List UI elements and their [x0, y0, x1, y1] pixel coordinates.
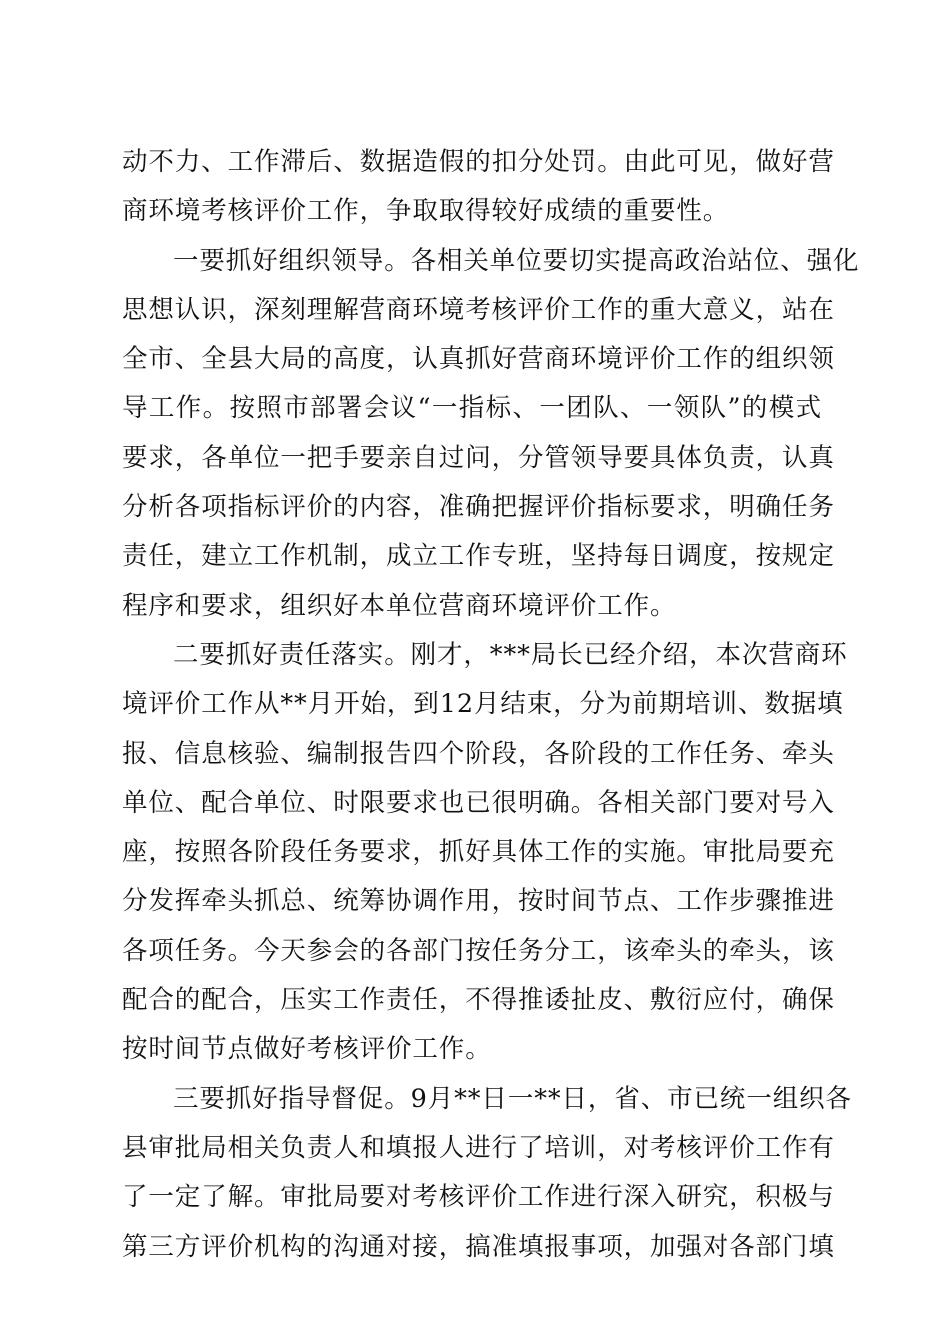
paragraph-4 — [122, 1075, 852, 1272]
text-line: 按时间节点做好考核评价工作。 — [122, 1034, 492, 1065]
document-body — [122, 138, 860, 1272]
text-line: 要求，各单位一把手要亲自过问，分管领导要具体负责，认真 — [122, 442, 835, 473]
text-line: 单位、配合单位、时限要求也已很明确。各相关部门要对号入 — [122, 787, 835, 818]
text-line: 了一定了解。审批局要对考核评价工作进行深入研究，积极与 — [122, 1182, 835, 1213]
text-line: 动不力、工作滞后、数据造假的扣分处罚。由此可见，做好营 — [122, 147, 835, 177]
text-line: 第三方评价机构的沟通对接，搞准填报事项，加强对各部门填 — [122, 1231, 835, 1262]
text-line: 全市、全县大局的高度，认真抓好营商环境评价工作的组织领 — [122, 344, 835, 375]
text-line: 导工作。按照市部署会议“一指标、一团队、一领队”的模式 — [122, 393, 822, 424]
text-line: 报、信息核验、编制报告四个阶段，各阶段的工作任务、牵头 — [122, 738, 835, 769]
text-line: 分发挥牵头抓总、统筹协调作用，按时间节点、工作步骤推进 — [122, 886, 835, 917]
text-line: 各项任务。今天参会的各部门按任务分工，该牵头的牵头，该 — [122, 935, 835, 966]
text-line: 三要抓好指导督促。9月**日一**日，省、市已统一组织各 — [173, 1083, 852, 1114]
text-line: 责任，建立工作机制，成立工作专班，坚持每日调度，按规定 — [122, 541, 835, 572]
paragraph-2 — [122, 237, 860, 631]
paragraph-3 — [122, 631, 848, 1075]
paragraph-1 — [122, 138, 835, 237]
text-line: 程序和要求，组织好本单位营商环境评价工作。 — [122, 590, 677, 621]
text-line: 境评价工作从**月开始，到12月结束，分为前期培训、数据填 — [122, 689, 844, 720]
text-line: 思想认识，深刻理解营商环境考核评价工作的重大意义，站在 — [122, 294, 835, 325]
text-line: 商环境考核评价工作，争取取得较好成绩的重要性。 — [122, 196, 730, 227]
text-line: 二要抓好责任落实。刚才，***局长已经介绍，本次营商环 — [173, 639, 848, 670]
text-line: 配合的配合，压实工作责任，不得推诿扯皮、敷衍应付，确保 — [122, 985, 835, 1016]
text-line: 一要抓好组织领导。各相关单位要切实提高政治站位、强化 — [173, 245, 860, 276]
text-line: 座，按照各阶段任务要求，抓好具体工作的实施。审批局要充 — [122, 837, 835, 868]
text-line: 分析各项指标评价的内容，准确把握评价指标要求，明确任务 — [122, 492, 835, 523]
text-line: 县审批局相关负责人和填报人进行了培训，对考核评价工作有 — [122, 1132, 835, 1163]
